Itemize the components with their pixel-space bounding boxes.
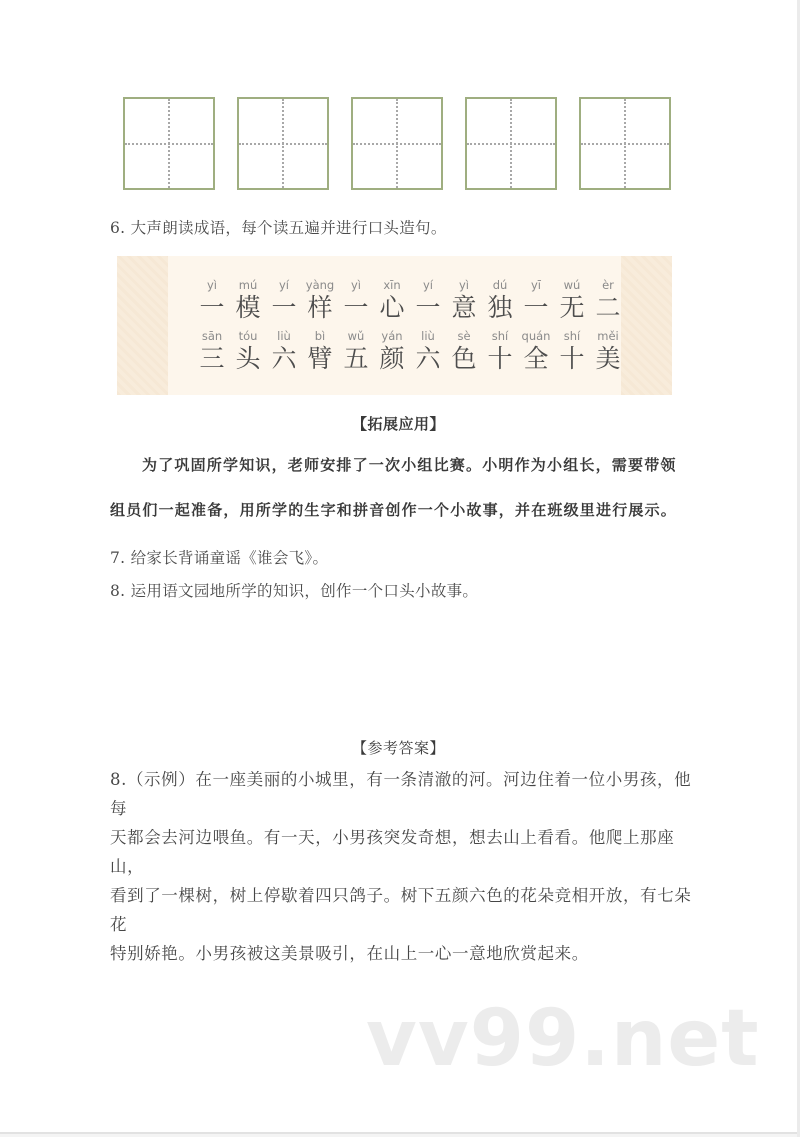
extension-line-2: 组员们一起准备，用所学的生字和拼音创作一个小故事，并在班级里进行展示。 <box>110 501 678 519</box>
pinyin: yì <box>350 278 361 292</box>
pinyin: yàng <box>305 278 335 292</box>
answer-line: 特别娇艳。小男孩被这美景吸引，在山上一心一意地欣赏起来。 <box>110 944 589 963</box>
pinyin: liù <box>277 329 291 343</box>
extension-line-1: 为了巩固所学知识，老师安排了一次小组比赛。小明作为小组长，需要带领 <box>142 456 677 474</box>
pinyin: yí <box>278 278 289 292</box>
writing-box <box>579 97 671 190</box>
writing-grid <box>123 97 675 193</box>
grid-guide-horizontal <box>125 143 213 145</box>
hanzi: 独 <box>487 293 513 322</box>
pinyin: mú <box>238 278 258 292</box>
answer-line: 天都会去河边喂鱼。有一天，小男孩突发奇想，想去山上看看。他爬上那座山， <box>110 828 675 876</box>
pinyin: wú <box>563 278 581 292</box>
hanzi: 一 <box>199 293 225 322</box>
pinyin: tóu <box>238 329 258 343</box>
hanzi: 心 <box>379 293 405 322</box>
hanzi: 一 <box>271 293 297 322</box>
answer-line: 8.（示例）在一座美丽的小城里，有一条清澈的河。河边住着一位小男孩，他每 <box>110 770 692 818</box>
writing-box <box>237 97 329 190</box>
answer-paragraph <box>110 765 695 968</box>
question-7: 7. 给家长背诵童谣《谁会飞》。 <box>110 549 329 567</box>
pinyin: shí <box>491 329 509 343</box>
watermark: vv99.net <box>366 994 760 1084</box>
pinyin: shí <box>563 329 581 343</box>
hanzi: 模 <box>235 293 261 322</box>
pinyin: yán <box>381 329 403 343</box>
answer-line: 看到了一棵树，树上停歇着四只鸽子。树下五颜六色的花朵竞相开放，有七朵花 <box>110 886 692 934</box>
writing-box <box>465 97 557 190</box>
hanzi: 样 <box>307 293 333 322</box>
pinyin: bì <box>314 329 326 343</box>
hanzi: 色 <box>451 344 477 373</box>
pinyin: yī <box>530 278 541 292</box>
writing-box <box>123 97 215 190</box>
hanzi: 颜 <box>379 344 405 373</box>
idiom-wu-yan-liu-se <box>338 328 482 374</box>
idiom-yi-mu-yi-yang <box>194 277 338 323</box>
pinyin: yì <box>458 278 469 292</box>
section-title-answers: 【参考答案】 <box>351 739 445 757</box>
idiom-yi-xin-yi-yi <box>338 277 482 323</box>
hanzi: 六 <box>415 344 441 373</box>
hanzi: 头 <box>235 344 261 373</box>
hanzi: 一 <box>523 293 549 322</box>
question-8: 8. 运用语文园地所学的知识，创作一个口头小故事。 <box>110 582 479 600</box>
hanzi: 六 <box>271 344 297 373</box>
pinyin: liù <box>421 329 435 343</box>
idioms-banner <box>117 256 672 395</box>
banner-decoration-right <box>621 256 672 395</box>
hanzi: 十 <box>559 344 585 373</box>
grid-guide-horizontal <box>467 143 555 145</box>
hanzi: 全 <box>523 344 549 373</box>
pinyin: sān <box>201 329 223 343</box>
question-6: 6. 大声朗读成语，每个读五遍并进行口头造句。 <box>110 219 447 237</box>
grid-guide-horizontal <box>353 143 441 145</box>
idiom-san-tou-liu-bi <box>194 328 338 374</box>
pinyin: quán <box>521 329 551 343</box>
hanzi: 一 <box>415 293 441 322</box>
extension-paragraph <box>110 443 690 533</box>
idiom-du-yi-wu-er <box>482 277 626 323</box>
section-title-extension: 【拓展应用】 <box>351 415 445 433</box>
hanzi: 无 <box>559 293 585 322</box>
hanzi: 一 <box>343 293 369 322</box>
grid-guide-horizontal <box>581 143 669 145</box>
pinyin: yí <box>422 278 433 292</box>
hanzi: 五 <box>343 344 369 373</box>
hanzi: 臂 <box>307 344 333 373</box>
pinyin: èr <box>602 278 614 292</box>
hanzi: 美 <box>595 344 621 373</box>
pinyin: yì <box>206 278 217 292</box>
hanzi: 意 <box>451 293 477 322</box>
idiom-shi-quan-shi-mei <box>482 328 626 374</box>
pinyin: wǔ <box>347 329 365 343</box>
banner-decoration-left <box>117 256 168 395</box>
pinyin: dú <box>492 278 508 292</box>
hanzi: 三 <box>199 344 225 373</box>
pinyin: xīn <box>383 278 401 292</box>
pinyin: sè <box>457 329 471 343</box>
hanzi: 二 <box>595 293 621 322</box>
hanzi: 十 <box>487 344 513 373</box>
grid-guide-horizontal <box>239 143 327 145</box>
writing-box <box>351 97 443 190</box>
pinyin: měi <box>597 329 619 343</box>
